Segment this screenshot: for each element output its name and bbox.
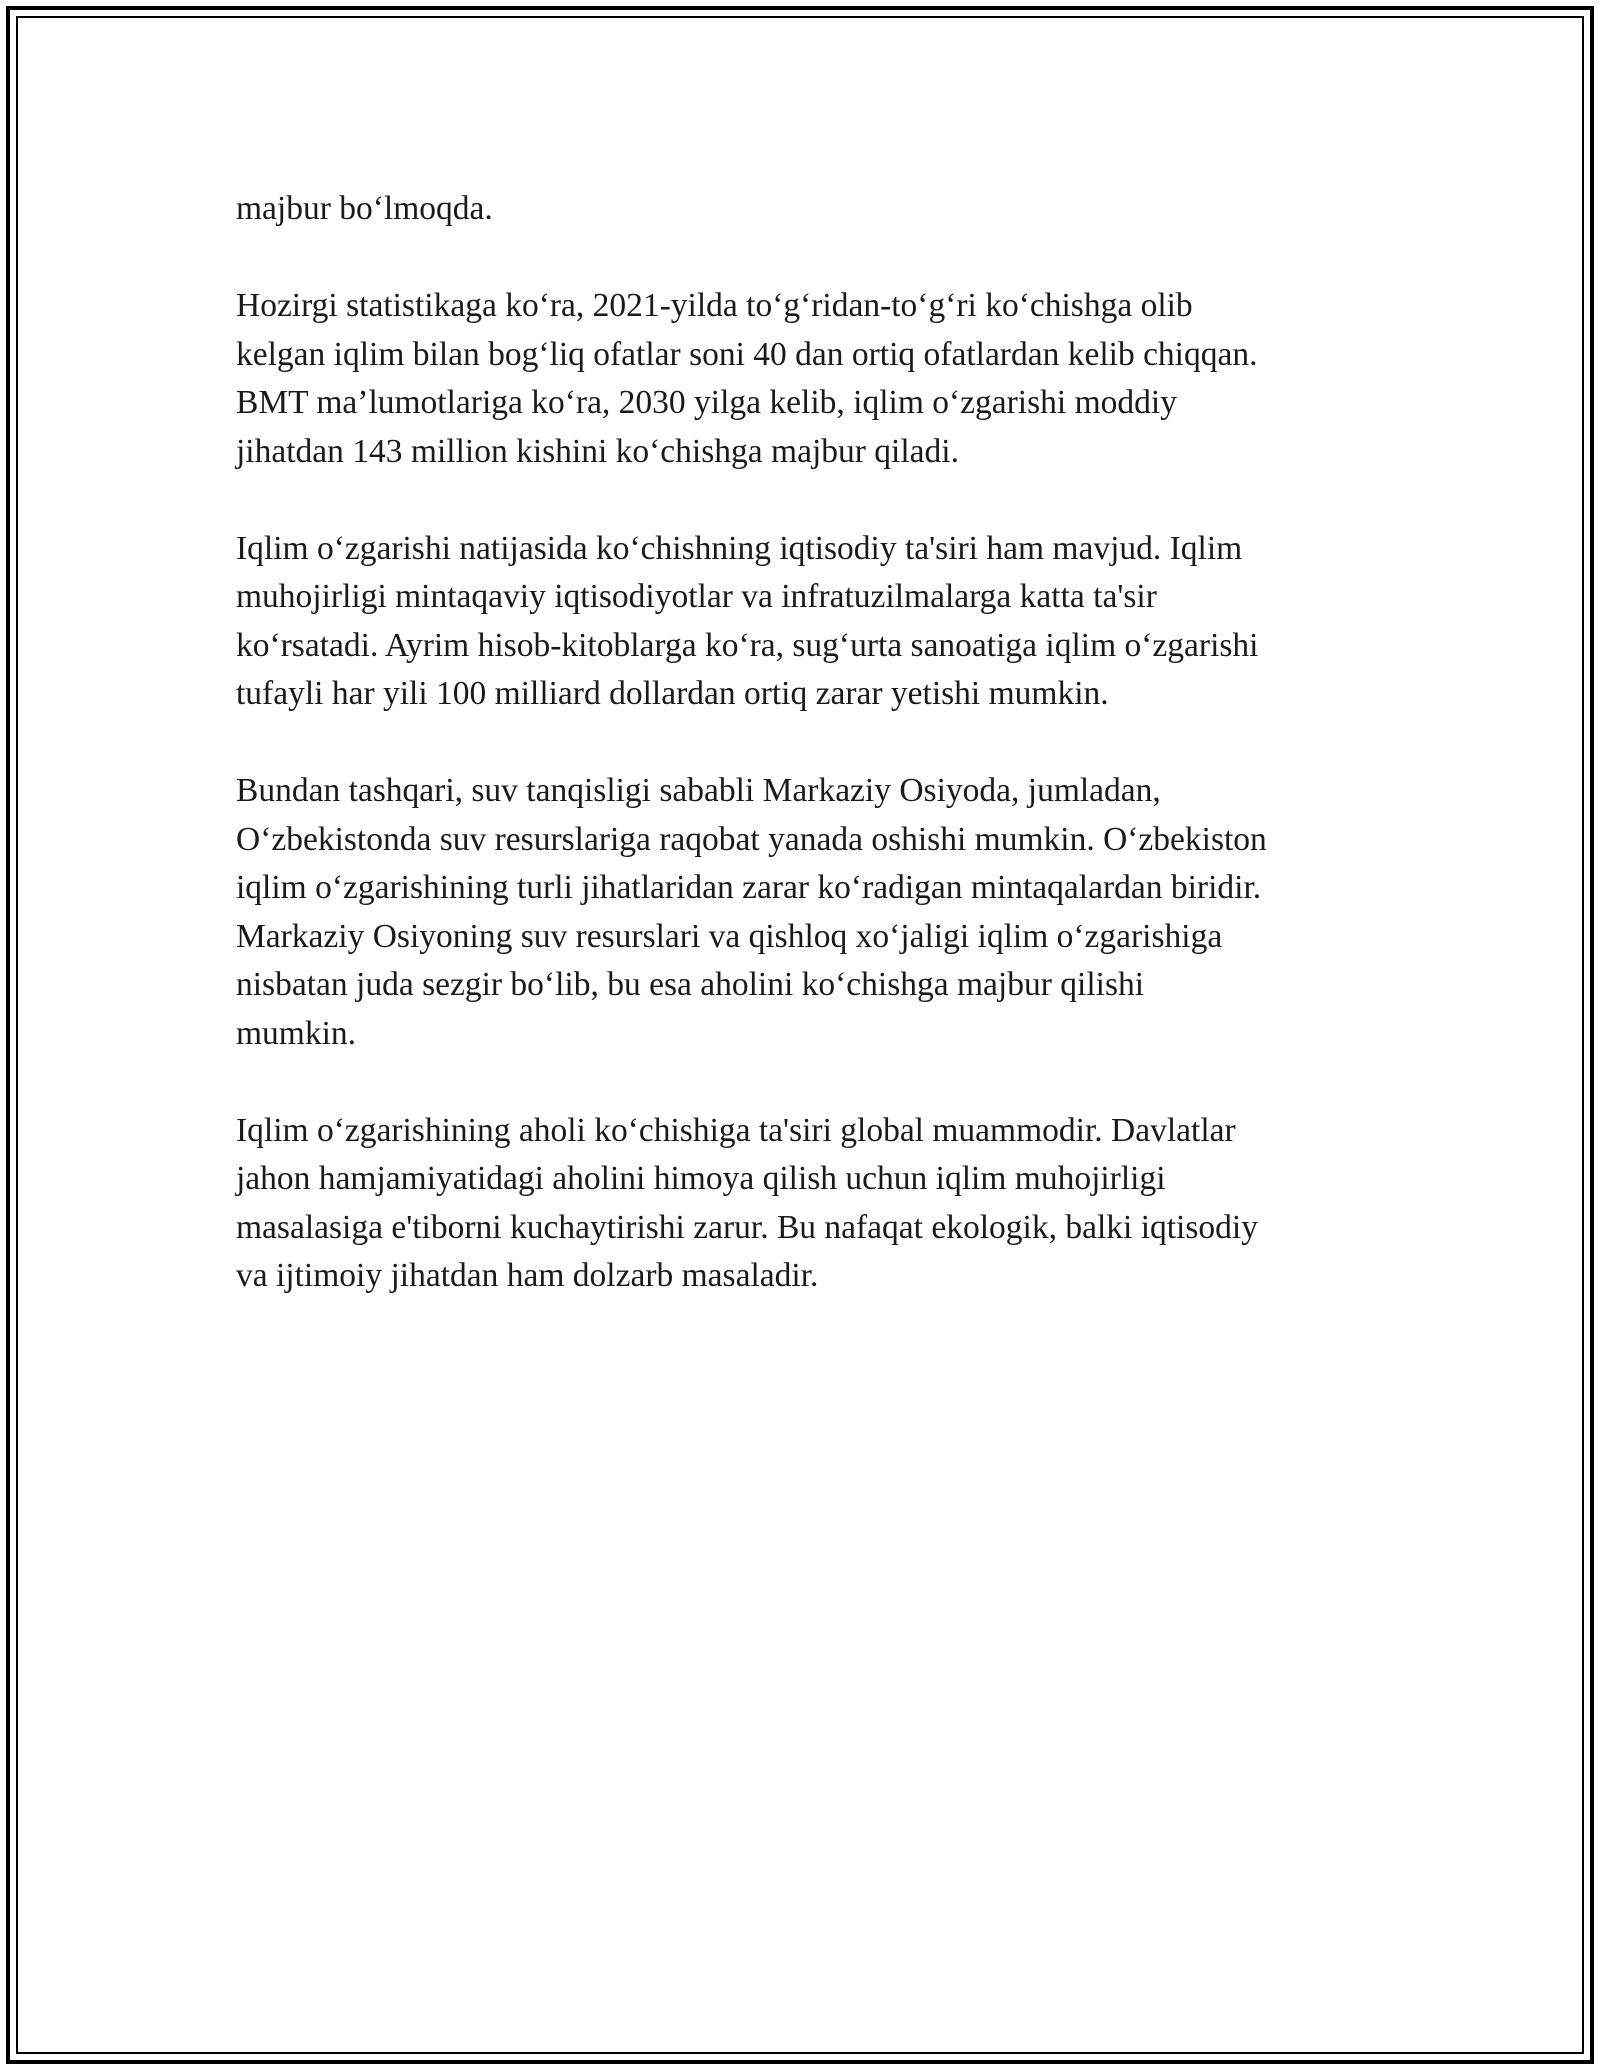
text-line: BMT ma’lumotlariga ko‘ra, 2030 yilga kelib, iqlim o‘zgarishi moddiy <box>236 384 1177 421</box>
text-line: kelgan iqlim bilan bog‘liq ofatlar soni 40 dan ortiq ofatlardan kelib chiqqan. <box>236 335 1258 373</box>
text-line: mumkin. <box>236 1014 357 1052</box>
paragraph-continuation <box>236 185 1386 234</box>
text-line: muhojirligi mintaqaviy iqtisodiyotlar va infratuzilmalarga katta ta'sir <box>236 578 1157 615</box>
text-line: jihatdan 143 million kishini ko‘chishga majbur qiladi. <box>236 432 959 470</box>
text-line: Hozirgi statistikaga ko‘ra, 2021-yilda to‘g‘ridan-to‘g‘ri ko‘chishga olib <box>236 287 1193 324</box>
paragraph-economic-impact <box>236 525 1386 719</box>
text-line: tufayli har yili 100 milliard dollardan ortiq zarar yetishi mumkin. <box>236 675 1109 712</box>
text-line: Markaziy Osiyoning suv resurslari va qishloq xo‘jaligi iqlim o‘zgarishiga <box>236 917 1223 955</box>
text-line: Iqlim o‘zgarishi natijasida ko‘chishning iqtisodiy ta'siri ham mavjud. Iqlim <box>236 529 1243 567</box>
text-line: nisbatan juda sezgir bo‘lib, bu esa aholini ko‘chishga majbur qilishi <box>236 966 1145 1003</box>
text-line: va ijtimoiy jihatdan ham dolzarb masaladir. <box>236 1257 819 1294</box>
text-line: O‘zbekistonda suv resurslariga raqobat yanada oshishi mumkin. O‘zbekiston <box>236 820 1267 858</box>
document-body <box>236 185 1386 1349</box>
paragraph-conclusion <box>236 1107 1386 1301</box>
paragraph-central-asia <box>236 767 1386 1058</box>
text-line: jahon hamjamiyatidagi aholini himoya qilish uchun iqlim muhojirligi <box>236 1160 1166 1197</box>
text-line: majbur bo‘lmoqda. <box>236 190 493 227</box>
text-line: Iqlim o‘zgarishining aholi ko‘chishiga ta'siri global muammodir. Davlatlar <box>236 1111 1236 1149</box>
text-line: ko‘rsatadi. Ayrim hisob-kitoblarga ko‘ra, sug‘urta sanoatiga iqlim o‘zgarishi <box>236 626 1259 664</box>
text-line: masalasiga e'tiborni kuchaytirishi zarur. Bu nafaqat ekologik, balki iqtisodiy <box>236 1208 1258 1246</box>
text-line: iqlim o‘zgarishining turli jihatlaridan zarar ko‘radigan mintaqalardan biridir. <box>236 869 1262 906</box>
paragraph-statistics <box>236 282 1386 476</box>
text-line: Bundan tashqari, suv tanqisligi sababli Markaziy Osiyoda, jumladan, <box>236 772 1161 809</box>
